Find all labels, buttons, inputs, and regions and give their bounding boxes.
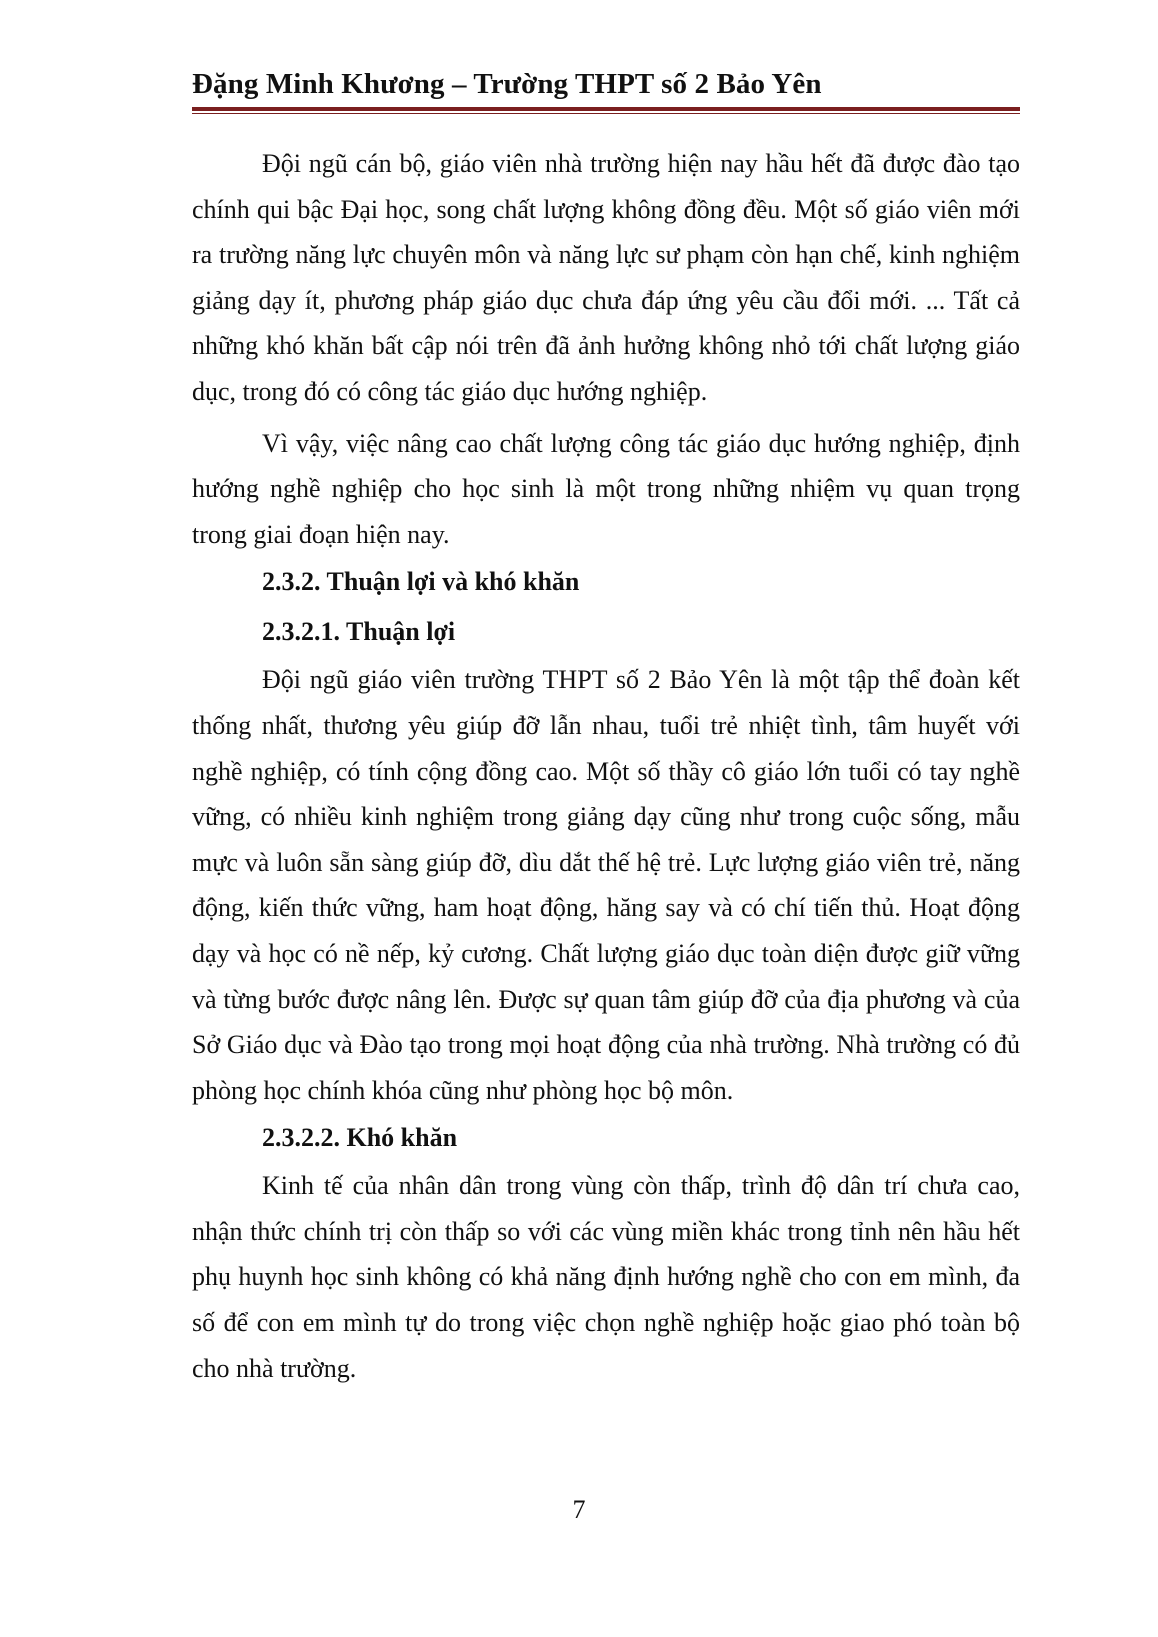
paragraph-career-guidance: Vì vậy, việc nâng cao chất lượng công tác giáo dục hướng nghiệp, định hướng nghề nghiệp cho học sinh là một trong những nhiệm vụ quan trọng trong giai đoạn hiện nay. (192, 428, 1020, 549)
subsection-heading-advantages: 2.3.2.1. Thuận lợi (262, 617, 456, 647)
subsection-heading-difficulties: 2.3.2.2. Khó khăn (262, 1123, 458, 1153)
section-heading-advantages-difficulties: 2.3.2. Thuận lợi và khó khăn (262, 567, 580, 597)
paragraph-staff-quality: Đội ngũ cán bộ, giáo viên nhà trường hiện nay hầu hết đã được đào tạo chính qui bậc Đại học, song chất lượng không đồng đều. Một số giáo viên mới ra trường năng lực chuyên môn và năng lực sư phạm còn hạn chế, kinh nghiệm giảng dạy ít, phương pháp giáo dục chưa đáp ứng yêu cầu đổi mới. ... Tất cả những khó khăn bất cập nói trên đã ảnh hưởng không nhỏ tới chất lượng giáo dục, trong đó có công tác giáo dục hướng nghiệp. (192, 149, 1020, 406)
page-number: 7 (572, 1495, 586, 1524)
paragraph-advantages: Đội ngũ giáo viên trường THPT số 2 Bảo Yên là một tập thể đoàn kết thống nhất, thương yêu giúp đỡ lẫn nhau, tuổi trẻ nhiệt tình, tâm huyết với nghề nghiệp, có tính cộng đồng cao. Một số thầy cô giáo lớn tuổi có tay nghề vững, có nhiều kinh nghiệm trong giảng dạy cũng như trong cuộc sống, mẫu mực và luôn sẵn sàng giúp đỡ, dìu dắt thế hệ trẻ. Lực lượng giáo viên trẻ, năng động, kiến thức vững, ham hoạt động, hăng say và có chí tiến thủ. Hoạt động dạy và học có nề nếp, kỷ cương. Chất lượng giáo dục toàn diện được giữ vững và từng bước được nâng lên. Được sự quan tâm giúp đỡ của địa phương và của Sở Giáo dục và Đào tạo trong mọi hoạt động của nhà trường. Nhà trường có đủ phòng học chính khóa cũng như phòng học bộ môn. (192, 665, 1020, 1105)
header-rule-thick (192, 107, 1020, 111)
header-title: Đặng Minh Khương – Trường THPT số 2 Bảo Yên (192, 68, 822, 100)
paragraph-difficulties: Kinh tế của nhân dân trong vùng còn thấp, trình độ dân trí chưa cao, nhận thức chính trị còn thấp so với các vùng miền khác trong tỉnh nên hầu hết phụ huynh học sinh không có khả năng định hướng nghề cho con em mình, đa số để con em mình tự do trong việc chọn nghề nghiệp hoặc giao phó toàn bộ cho nhà trường. (192, 1171, 1020, 1383)
page-header (192, 64, 1020, 114)
header-rule-thin (192, 113, 1020, 114)
page-content (192, 141, 1020, 1391)
